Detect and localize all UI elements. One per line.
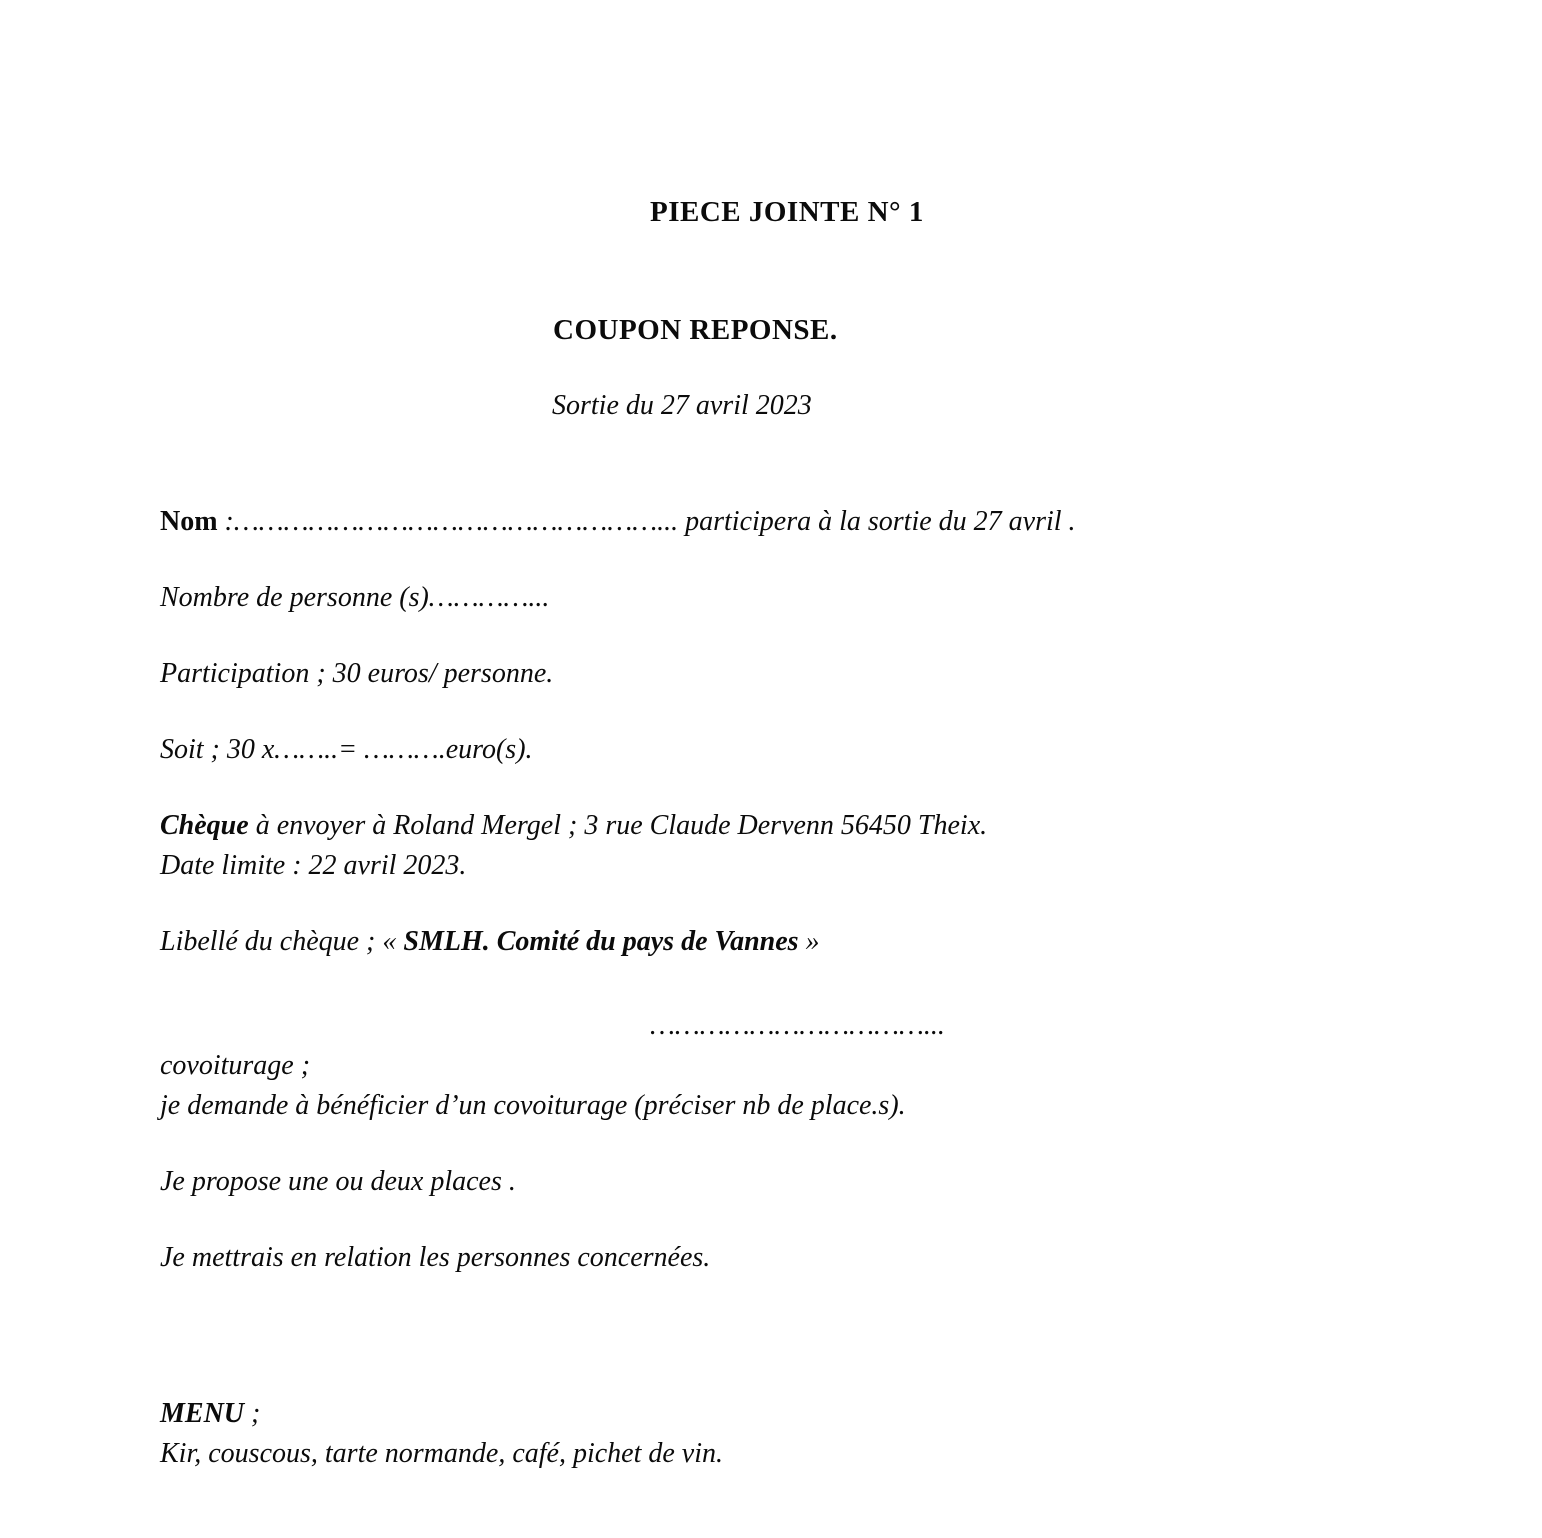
demande-line: je demande à bénéficier d’un covoiturage (préciser nb de place.s). xyxy=(160,1090,906,1121)
nom-line xyxy=(160,502,1402,542)
menu-items-line: Kir, couscous, tarte normande, café, pichet de vin. xyxy=(160,1438,724,1469)
cheque-line xyxy=(160,806,1402,846)
menu-suffix: ; xyxy=(244,1398,261,1429)
document-title: PIECE JOINTE N° 1 xyxy=(650,196,924,228)
mettrais-line: Je mettrais en relation les personnes concernées. xyxy=(160,1242,711,1273)
libelle-prefix: Libellé du chèque ; « xyxy=(160,926,404,957)
nom-label: Nom xyxy=(160,506,218,537)
libelle-payee: SMLH. Comité du pays de Vannes xyxy=(403,926,799,957)
cheque-rest: à envoyer à Roland Mergel ; 3 rue Claude Dervenn 56450 Theix. xyxy=(248,810,988,841)
document-heading: COUPON REPONSE. xyxy=(553,314,838,346)
cheque-label: Chèque xyxy=(160,810,249,841)
nom-rest: participera à la sortie du 27 avril . xyxy=(685,506,1076,537)
nom-dots: :……………………………………………... xyxy=(217,506,686,537)
nombre-line: Nombre de personne (s)…………... xyxy=(160,582,550,613)
libelle-suffix: » xyxy=(798,926,820,957)
dots-line: ……………………………... xyxy=(650,1010,945,1041)
date-limite-line: Date limite : 22 avril 2023. xyxy=(160,850,467,881)
document-subheading: Sortie du 27 avril 2023 xyxy=(552,390,812,421)
covoiturage-line: covoiturage ; xyxy=(160,1050,311,1081)
soit-line: Soit ; 30 x……..= ……….euro(s). xyxy=(160,734,533,765)
propose-line: Je propose une ou deux places . xyxy=(160,1166,516,1197)
libelle-line xyxy=(160,922,1402,962)
participation-line: Participation ; 30 euros/ personne. xyxy=(160,658,554,689)
menu-label: MENU xyxy=(160,1398,245,1429)
menu-line xyxy=(160,1394,1402,1434)
